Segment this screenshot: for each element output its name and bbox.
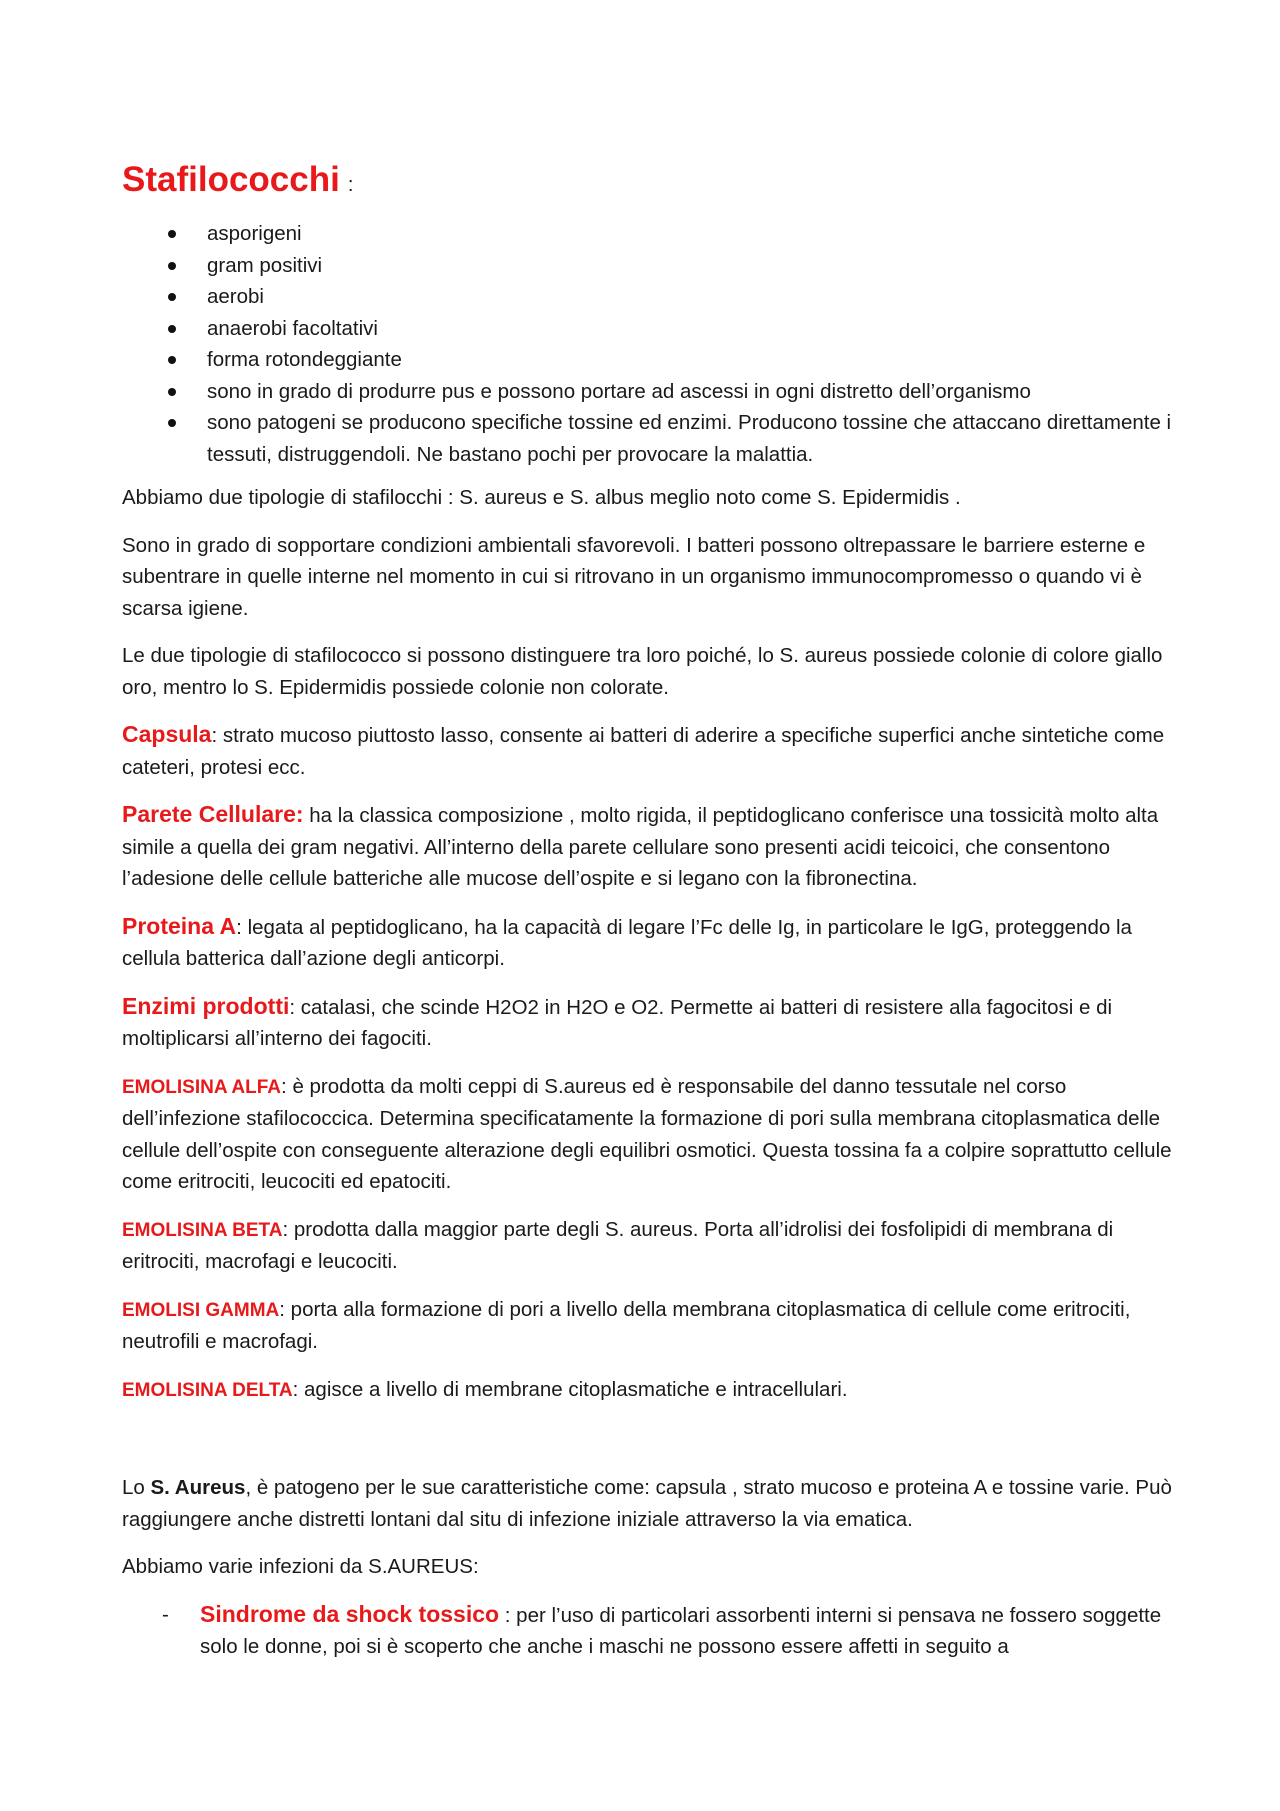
term-emolisi-gamma: EMOLISI GAMMA xyxy=(122,1299,280,1321)
paragraph-aureus xyxy=(122,1472,1172,1535)
term-parete-cellulare: Parete Cellulare: xyxy=(122,801,304,827)
list-item xyxy=(122,250,1172,282)
page-title: Stafilococchi xyxy=(122,160,340,199)
aureus-text: , è patogeno per le sue caratteristiche come: capsula , strato mucoso e proteina A e tossine varie. Può raggiungere anche distretti lontani dal situ di infezione iniziale attraverso la via ematica. xyxy=(122,1476,1172,1531)
vertical-spacer xyxy=(122,1422,1172,1472)
term-capsula: Capsula xyxy=(122,721,212,747)
paragraph-tipologie: Abbiamo due tipologie di stafilocchi : S. aureus e S. albus meglio noto come S. Epidermidis . xyxy=(122,486,961,509)
list-item xyxy=(122,218,1172,250)
infections-list xyxy=(122,1599,1172,1663)
paragraph-emolisina-delta xyxy=(122,1374,1172,1407)
list-item-text: anaerobi facoltativi xyxy=(207,316,378,340)
list-item-text: aerobi xyxy=(207,285,264,308)
term-emolisina-alfa: EMOLISINA ALFA xyxy=(122,1076,282,1098)
list-item xyxy=(122,344,1172,376)
paragraph-parete xyxy=(122,799,1172,895)
term-emolisina-delta: EMOLISINA DELTA xyxy=(122,1379,293,1401)
list-item xyxy=(122,313,1172,345)
list-item xyxy=(122,407,1172,470)
paragraph-infezioni-intro: Abbiamo varie infezioni da S.AUREUS: xyxy=(122,1555,479,1578)
paragraph-emolisina-beta xyxy=(122,1214,1172,1278)
bullet-icon xyxy=(168,230,176,238)
bullet-icon xyxy=(168,388,176,396)
list-item-text: forma rotondeggiante xyxy=(207,348,402,371)
definition-emolisina-alfa: : è prodotta da molti ceppi di S.aureus ed è responsabile del danno tessutale nel corso dell’infezione stafilococcica. Determina specificatamente la formazione di pori sulla membrana citoplasmatica delle cellule dell’ospite con conseguente alterazione degli equilibri osmotici. Questa tossina fa a colpire soprattutto cellule come eritrociti, leucociti ed epatociti. xyxy=(122,1074,1172,1193)
list-item-text: asporigeni xyxy=(207,222,302,245)
paragraph-emolisi-gamma xyxy=(122,1294,1172,1358)
bullet-icon xyxy=(168,293,176,301)
paragraph-capsula xyxy=(122,719,1172,783)
bullet-icon xyxy=(168,356,176,364)
list-item xyxy=(122,376,1172,408)
term-proteina-a: Proteina A xyxy=(122,912,237,939)
title-line xyxy=(122,158,1172,202)
aureus-bold: S. Aureus xyxy=(150,1476,246,1499)
term-sindrome-shock-tossico: Sindrome da shock tossico xyxy=(200,1600,500,1627)
title-colon: : xyxy=(347,174,354,196)
paragraph-enzimi xyxy=(122,991,1172,1055)
bullet-icon xyxy=(168,325,176,333)
term-emolisina-beta: EMOLISINA BETA xyxy=(122,1219,283,1241)
bullet-icon xyxy=(168,262,176,270)
definition-emolisina-delta: : agisce a livello di membrane citoplasmatiche e intracellulari. xyxy=(292,1377,848,1401)
list-item-text: sono in grado di produrre pus e possono portare ad ascessi in ogni distretto dell’organismo xyxy=(207,379,1031,403)
properties-list xyxy=(122,218,1172,470)
paragraph-distinzione: Le due tipologie di stafilococco si possono distinguere tra loro poiché, lo S. aureus possiede colonie di colore giallo oro, mentro lo S. Epidermidis possiede colonie non colorate. xyxy=(122,644,1163,699)
list-item-text: sono patogeni se producono specifiche tossine ed enzimi. Producono tossine che attaccano direttamente i tessuti, distruggendoli. Ne bastano pochi per provocare la malattia. xyxy=(207,411,1172,466)
document-body xyxy=(122,158,1172,1663)
list-item xyxy=(122,1599,1172,1663)
term-enzimi-prodotti: Enzimi prodotti xyxy=(122,992,290,1019)
definition-sindrome-shock-tossico: : per l’uso di particolari assorbenti interni si pensava ne fossero soggette solo le donne, poi si è scoperto che anche i maschi ne possono essere affetti in seguito a xyxy=(200,1603,1162,1658)
definition-capsula: : strato mucoso piuttosto lasso, consente ai batteri di aderire a specifiche superfici anche sintetiche come cateteri, protesi ecc. xyxy=(122,724,1165,779)
definition-parete-cellulare: ha la classica composizione , molto rigida, il peptidoglicano conferisce una tossicità molto alta simile a quella dei gram negativi. All’interno della parete cellulare sono presenti acidi teicoici, che consentono l’adesione delle cellule batteriche alle mucose dell’ospite e si legano con la fibronectina. xyxy=(122,804,1159,890)
definition-emolisi-gamma: : porta alla formazione di pori a livello della membrana citoplasmatica di cellule come eritrociti, neutrofili e macrofagi. xyxy=(122,1297,1131,1353)
dash-icon: - xyxy=(162,1602,169,1626)
definition-proteina-a: : legata al peptidoglicano, ha la capacità di legare l’Fc delle Ig, in particolare le IgG, proteggendo la cellula batterica dall’azione degli anticorpi. xyxy=(122,915,1132,970)
paragraph-condizioni: Sono in grado di sopportare condizioni ambientali sfavorevoli. I batteri possono oltrepassare le barriere esterne e subentrare in quelle interne nel momento in cui si ritrovano in un organismo immunocompromesso o quando vi è scarsa igiene. xyxy=(122,533,1146,620)
definition-emolisina-beta: : prodotta dalla maggior parte degli S. aureus. Porta all’idrolisi dei fosfolipidi di membrana di eritrociti, macrofagi e leucociti. xyxy=(122,1217,1114,1273)
list-item-text: gram positivi xyxy=(207,253,323,277)
definition-enzimi-prodotti: : catalasi, che scinde H2O2 in H2O e O2. Permette ai batteri di resistere alla fagocitosi e di moltiplicarsi all’interno dei fagociti. xyxy=(122,995,1113,1050)
bullet-icon xyxy=(168,419,176,427)
aureus-prefix: Lo xyxy=(122,1476,151,1499)
paragraph-emolisina-alfa xyxy=(122,1071,1172,1198)
paragraph-proteina xyxy=(122,911,1172,975)
list-item xyxy=(122,281,1172,313)
